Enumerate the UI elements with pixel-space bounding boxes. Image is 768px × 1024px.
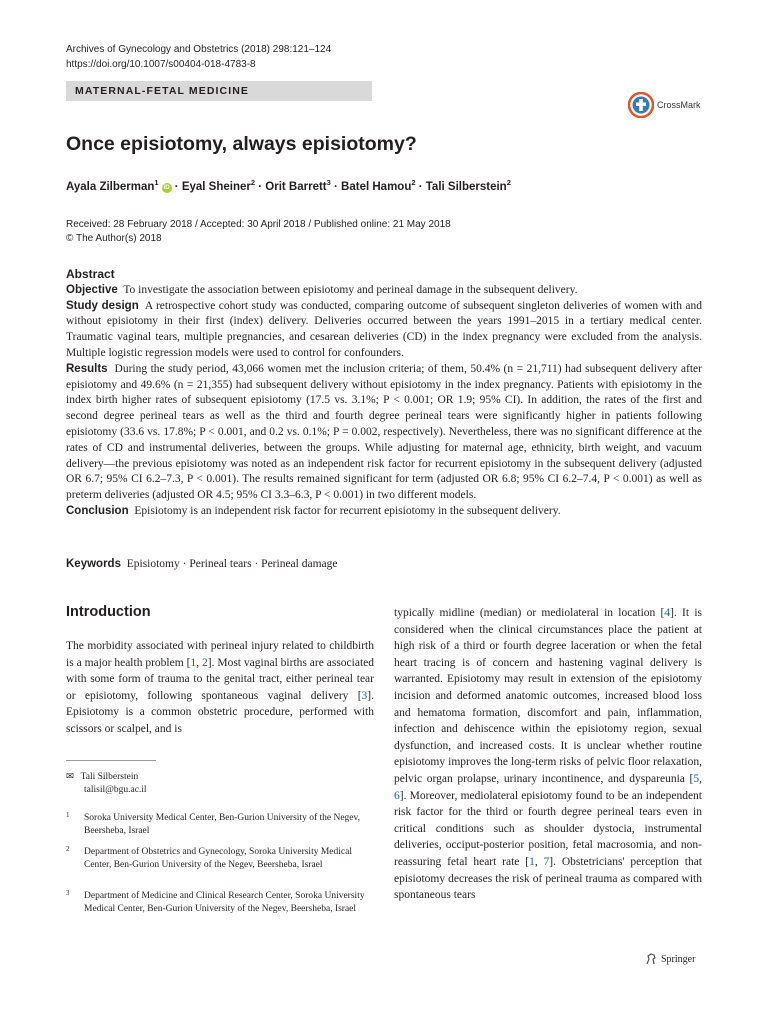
- objective-label: Objective: [66, 283, 118, 296]
- citation-link[interactable]: 2: [201, 656, 208, 669]
- author-separator: ·: [171, 180, 182, 193]
- affiliation-2: [66, 846, 366, 872]
- intro-text: The morbidity associated with perineal injury related to childbirth is a major health problem [: [66, 640, 374, 669]
- author-affiliation-mark: 3: [326, 178, 331, 187]
- objective-text: To investigate the association between episiotomy and perineal damage in the subsequent delivery.: [123, 283, 578, 296]
- intro-text: ]. Obstetricians' perception that episiotomy decreases the risk of perineal trauma as compared with spontaneous tears: [394, 855, 703, 902]
- citation-link[interactable]: 1: [529, 855, 535, 868]
- intro-text: ,: [534, 855, 544, 868]
- keywords-text: Episiotomy · Perineal tears · Perineal damage: [126, 558, 338, 570]
- intro-text: ]. It is considered when the clinical circumstances place the patient at high risk of a third or fourth degree laceration or when the fetal heart tracing is of concern and hastening vaginal delivery is warranted. Episiotomy may result in extension of the episiotomy incision and deformed anatomic outcomes, increased blood loss and hematoma formation, discomfort and pain, inflammation, infection and dehiscence within the episiotomy region, sexual dysfunction, and increased costs. It is unclear whether routine episiotomy improves the long-term risks of pelvic floor relaxation, pelvic organ prolapse, urinary incontinence, and dyspareunia [: [394, 607, 702, 785]
- affiliation-1: [66, 812, 366, 838]
- conclusion-label: Conclusion: [66, 504, 129, 517]
- footnote-divider: [66, 760, 156, 761]
- intro-text: ]. Episiotomy is a common obstetric procedure, performed with scissors or scalpel, and is: [66, 689, 374, 735]
- author-affiliation-mark: 2: [506, 178, 511, 187]
- intro-text: ]. Most vaginal births are associated with some form of trauma to the genital tract, either perineal tear or episiotomy, following spontaneous vaginal delivery [: [66, 656, 374, 702]
- publisher-name: Springer: [661, 953, 696, 965]
- crossmark-badge[interactable]: [628, 92, 701, 118]
- introduction-right-column: [394, 605, 702, 904]
- author-separator: ·: [415, 180, 426, 193]
- introduction-heading: Introduction: [66, 604, 151, 620]
- publication-dates: [66, 218, 451, 245]
- citation-link[interactable]: 3: [361, 689, 368, 702]
- author-affiliation-mark: 2: [411, 178, 416, 187]
- keywords: [66, 558, 337, 570]
- author-separator: ·: [330, 180, 342, 193]
- author-affiliation-mark: 2: [250, 178, 256, 187]
- author-separator: ·: [255, 180, 266, 193]
- author-list: [66, 178, 511, 193]
- affiliation-text: Soroka University Medical Center, Ben-Gurion University of the Negev, Beersheba, Israel: [84, 813, 361, 836]
- author-name[interactable]: Batel Hamou: [341, 180, 412, 193]
- abstract-study-design: [66, 299, 702, 362]
- intro-text: typically midline (median) or mediolateral in location [: [394, 607, 665, 619]
- abstract-objective: [66, 283, 702, 299]
- affiliation-3: [66, 890, 366, 916]
- results-label: Results: [66, 362, 108, 375]
- citation-link[interactable]: 6: [394, 789, 400, 802]
- copyright: © The Author(s) 2018: [66, 232, 162, 244]
- author-affiliation-mark: 1: [154, 178, 159, 187]
- affiliation-number: 1: [66, 811, 70, 819]
- abstract-results: [66, 362, 702, 504]
- citation-link[interactable]: 7: [543, 855, 550, 868]
- study-design-text: A retrospective cohort study was conducted, comparing outcome of subsequent singleton deliveries of women with and without episiotomy in their first (index) delivery. Deliveries occurred between the years 1991–2015 in a tertiary medical center. Traumatic vaginal tears, multiple pregnancies, and cesarean deliveries (CD) in the index pregnancy were excluded from the analysis. Multiple logistic regression models were used to control for confounders.: [66, 299, 703, 359]
- affiliation-number: 2: [66, 845, 70, 853]
- affiliation-text: Department of Obstetrics and Gynecology, Soroka University Medical Center, Ben-Gurion University of the Negev, Beersheba, Israel: [84, 847, 352, 870]
- intro-text: ]. Moreover, mediolateral episiotomy found to be an independent risk factor for the third or fourth degree perineal tears even in critical conditions such as shoulder dystocia, instrumental deliveries, occiput-posterior position, fetal macrosomia, and non-reassuring fetal heart rate [: [394, 789, 702, 868]
- abstract-conclusion: [66, 504, 702, 520]
- received-accepted-published: Received: 28 February 2018 / Accepted: 30 April 2018 / Published online: 21 May 2018: [66, 219, 451, 230]
- intro-text: ,: [699, 772, 702, 785]
- results-text: During the study period, 43,066 women met the inclusion criteria; of them, 50.4% (n = 21,711) had subsequent delivery after episiotomy and 49.6% (n = 21,355) had subsequent delivery without episiotomy in the index pregnancy. Patients with episiotomy in the index birth higher rates of subsequent episiotomy (17.5 vs. 3.1%; P < 0.001; OR 1.9; 95% CI). In addition, the rates of the first and second degree perineal tears as well as the third and fourth degree perineal tears were significantly higher in patients following episiotomy (33.6 vs. 17.8%; P < 0.001, and 0.2 vs. 0.1%; P = 0.002, respectively). Nevertheless, there was no significant difference at the rates of CD and instrumental deliveries, between the groups. While adjusting for maternal age, ethnicity, birth weight, and vacuum delivery—the previous episiotomy was noted as an independent risk factor for recurrent episiotomy in the subsequent delivery (adjusted OR 6.7; 95% CI 6.2–7.3, P < 0.001). The results remained significant for term (adjusted OR 6.8; 95% CI 6.2–7.4, P < 0.001) as well as preterm deliveries (adjusted OR 4.5; 95% CI 3.3–6.3, P < 0.001) in two different models.: [66, 362, 702, 502]
- affiliation-text: Department of Medicine and Clinical Research Center, Soroka University Medical Center, Ben-Gurion University of the Negev, Beersheba, Israel: [84, 891, 365, 914]
- study-design-label: Study design: [66, 299, 139, 312]
- correspondence: [66, 771, 147, 797]
- author-name[interactable]: Tali Silberstein: [425, 180, 507, 193]
- citation-link[interactable]: 4: [664, 607, 671, 619]
- correspondence-name: Tali Silberstein: [80, 772, 139, 782]
- author-name[interactable]: Ayala Zilberman: [66, 180, 155, 193]
- orcid-icon[interactable]: iD: [163, 184, 170, 191]
- crossmark-label: CrossMark: [657, 100, 701, 110]
- crossmark-icon: [628, 92, 654, 118]
- affiliation-number: 3: [66, 889, 70, 897]
- author-name[interactable]: Eyal Sheiner: [181, 180, 251, 193]
- abstract-heading: Abstract: [66, 267, 115, 281]
- introduction-left-column: [66, 638, 374, 738]
- abstract: [66, 267, 702, 520]
- keywords-label: Keywords: [66, 558, 121, 570]
- springer-horse-icon: [644, 952, 658, 966]
- intro-text: ,: [196, 656, 202, 669]
- paper-title: Once episiotomy, always episiotomy?: [66, 133, 417, 155]
- conclusion-text: Episiotomy is an independent risk factor for recurrent episiotomy in the subsequent delivery.: [134, 504, 561, 517]
- publisher-logo: [644, 952, 695, 966]
- correspondence-email[interactable]: talisil@bgu.ac.il: [84, 785, 147, 795]
- section-label: MATERNAL-FETAL MEDICINE: [66, 81, 372, 101]
- doi-link[interactable]: https://doi.org/10.1007/s00404-018-4783-8: [66, 59, 256, 70]
- journal-citation: [66, 42, 331, 72]
- author-name[interactable]: Orit Barrett: [265, 180, 327, 193]
- journal-citation-text: Archives of Gynecology and Obstetrics (2018) 298:121–124: [66, 44, 332, 55]
- citation-link[interactable]: 1: [190, 656, 197, 669]
- envelope-icon: ✉: [66, 772, 74, 782]
- citation-link[interactable]: 5: [693, 772, 700, 785]
